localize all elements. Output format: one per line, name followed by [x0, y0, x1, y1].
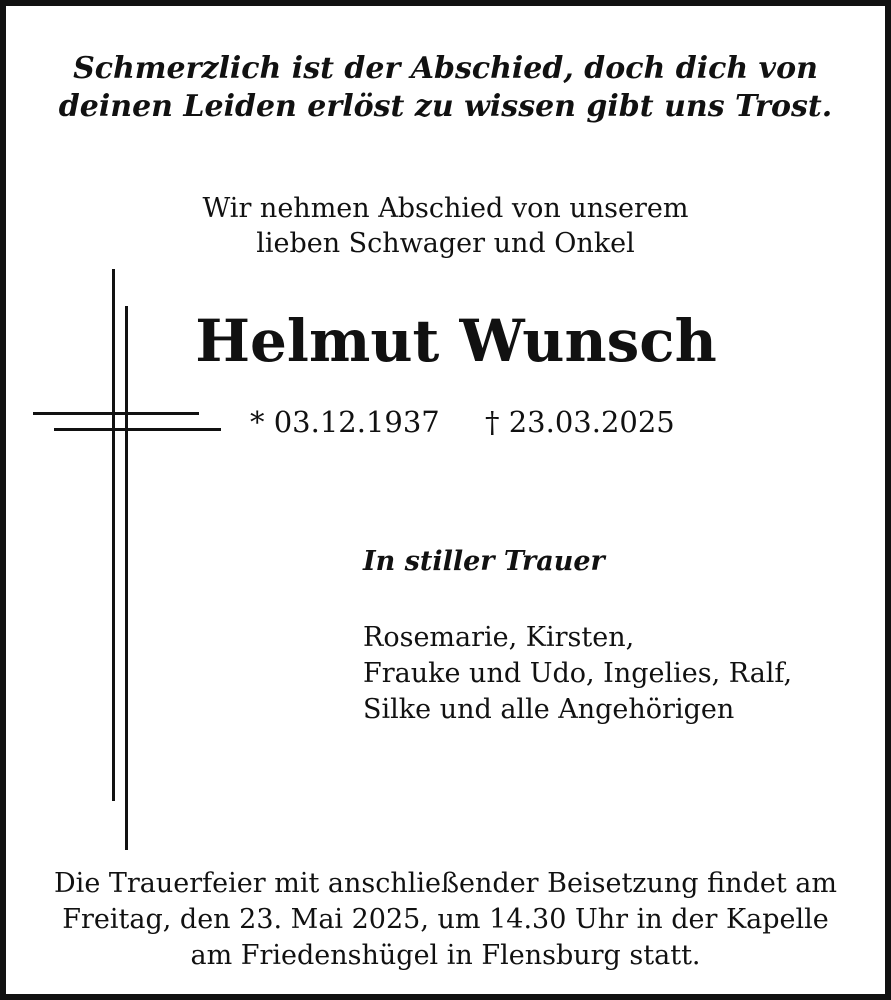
double-line-cross-icon: [6, 6, 885, 994]
ceremony-line: Die Trauerfeier mit anschließender Beisetzung findet am: [54, 868, 837, 899]
mourners-line: Silke und alle Angehörigen: [363, 694, 735, 725]
mourners-line: Rosemarie, Kirsten,: [363, 622, 635, 653]
cross-vertical-bar-left: [112, 269, 115, 801]
intro-line: lieben Schwager und Onkel: [256, 228, 635, 259]
mourners-list: [363, 620, 792, 728]
cross-horizontal-bar-top: [33, 412, 199, 415]
mourners-line: Frauke und Udo, Ingelies, Ralf,: [363, 658, 793, 689]
death-date: † 23.03.2025: [484, 405, 675, 439]
deceased-name: Helmut Wunsch: [195, 307, 717, 375]
motto-line: Schmerzlich ist der Abschied, doch dich von: [73, 51, 818, 86]
ceremony-line: am Friedenshügel in Flensburg statt.: [190, 940, 701, 971]
life-dates: [250, 403, 675, 441]
ceremony-line: Freitag, den 23. Mai 2025, um 14.30 Uhr in der Kapelle: [62, 904, 829, 935]
intro-line: Wir nehmen Abschied von unserem: [202, 193, 689, 224]
mourning-heading: In stiller Trauer: [363, 546, 605, 577]
motto-line: deinen Leiden erlöst zu wissen gibt uns Trost.: [58, 89, 833, 124]
cross-horizontal-bar-bottom: [54, 428, 221, 431]
birth-date: * 03.12.1937: [250, 405, 440, 439]
funeral-ceremony-info: [6, 866, 885, 974]
cross-vertical-bar-right: [125, 306, 128, 850]
